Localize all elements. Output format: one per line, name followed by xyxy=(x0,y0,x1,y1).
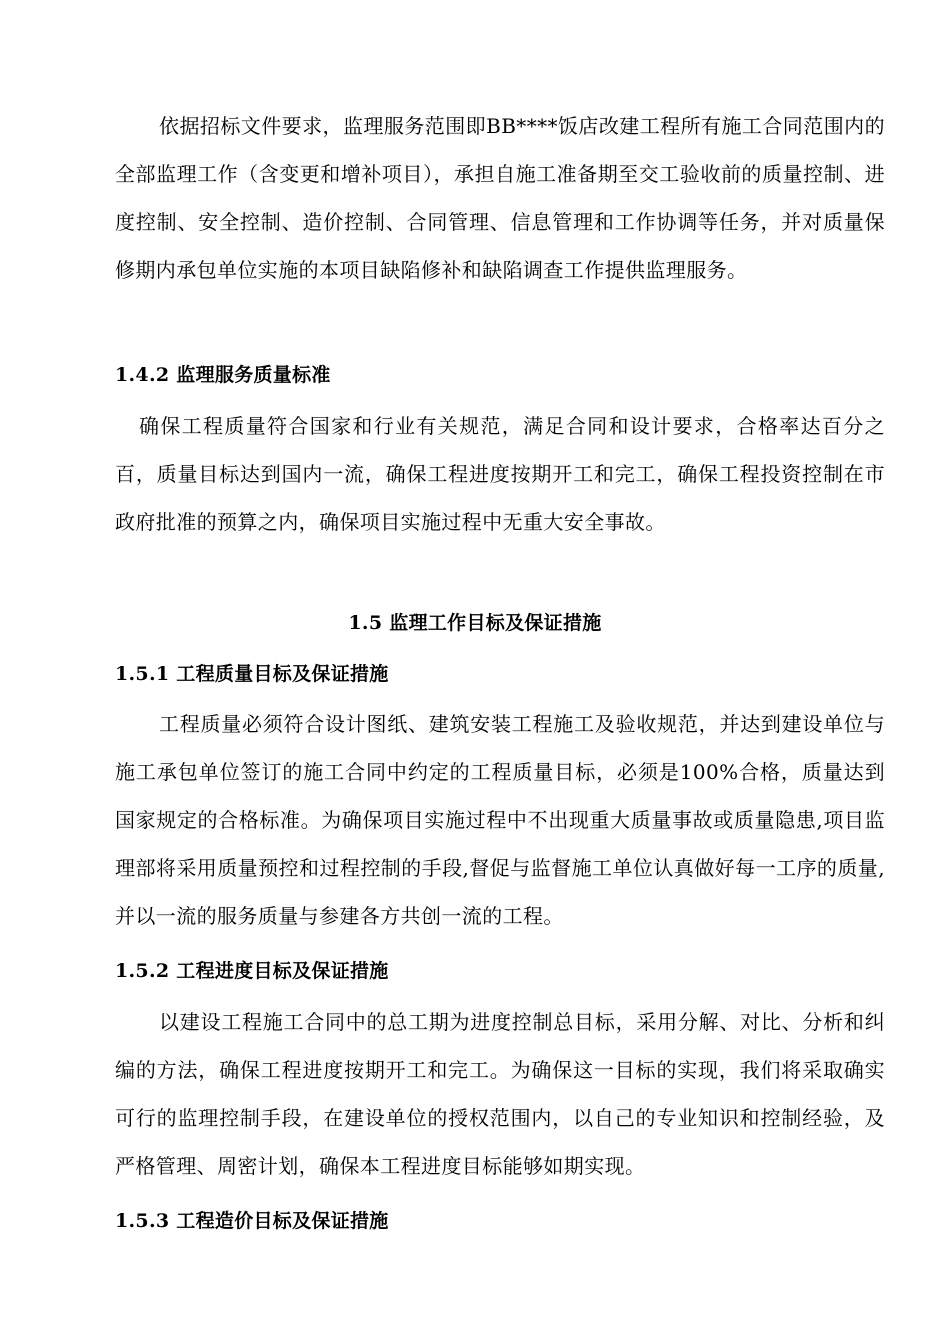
section-heading-1-5-2: 1.5.2 工程进度目标及保证措施 xyxy=(115,960,389,982)
quality-goal-paragraph: 工程质量必须符合设计图纸、建筑安装工程施工及验收规范，并达到建设单位与施工承包单位签订的施工合同中约定的工程质量目标，必须是100%合格，质量达到国家规定的合格标准。为确保项目实施过程中不出现重大质量事故或质量隐患,项目监理部将采用质量预控和过程控制的手段,督促与监督施工单位认真做好每一工序的质量,并以一流的服务质量与参建各方共创一流的工程。 xyxy=(115,712,885,928)
scope-paragraph: 依据招标文件要求，监理服务范围即BB****饭店改建工程所有施工合同范围内的全部监理工作（含变更和增补项目），承担自施工准备期至交工验收前的质量控制、进度控制、安全控制、造价控制、合同管理、信息管理和工作协调等任务，并对质量保修期内承包单位实施的本项目缺陷修补和缺陷调查工作提供监理服务。 xyxy=(115,114,885,282)
quality-standard-paragraph: 确保工程质量符合国家和行业有关规范，满足合同和设计要求，合格率达百分之百，质量目标达到国内一流，确保工程进度按期开工和完工，确保工程投资控制在市政府批准的预算之内，确保项目实施过程中无重大安全事故。 xyxy=(115,414,885,534)
section-heading-1-5-3: 1.5.3 工程造价目标及保证措施 xyxy=(115,1210,389,1232)
schedule-goal-paragraph: 以建设工程施工合同中的总工期为进度控制总目标，采用分解、对比、分析和纠编的方法，确保工程进度按期开工和完工。为确保这一目标的实现，我们将采取确实可行的监理控制手段，在建设单位的授权范围内，以自己的专业知识和控制经验，及严格管理、周密计划，确保本工程进度目标能够如期实现。 xyxy=(115,1010,885,1178)
section-heading-1-4-2: 1.4.2 监理服务质量标准 xyxy=(115,364,331,386)
section-heading-1-5-1: 1.5.1 工程质量目标及保证措施 xyxy=(115,663,389,685)
section-heading-1-5: 1.5 监理工作目标及保证措施 xyxy=(348,612,602,634)
